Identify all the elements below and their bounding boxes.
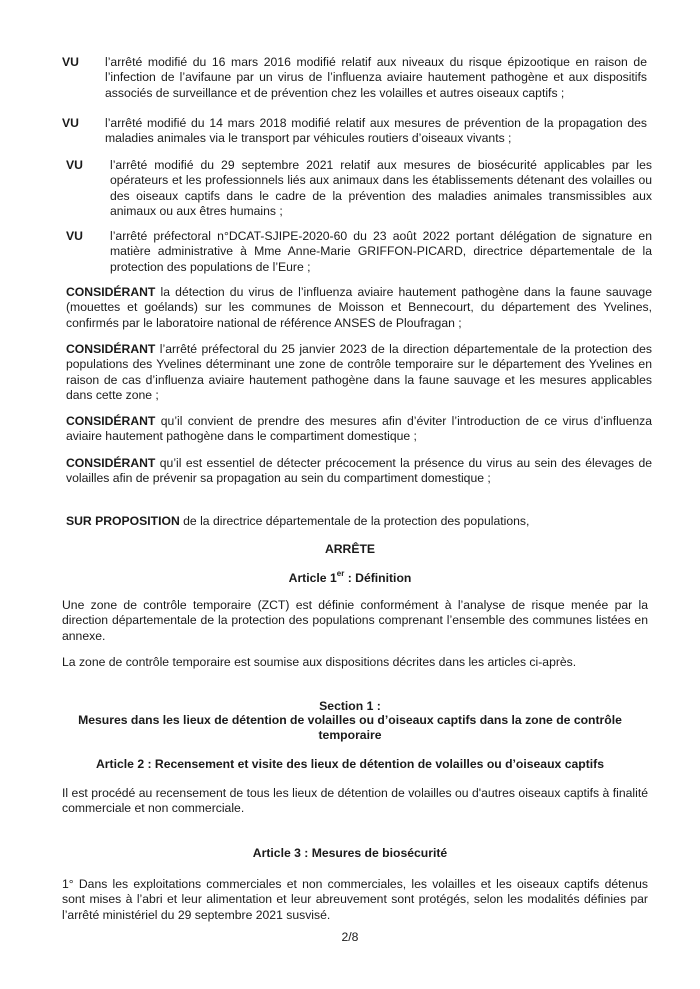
considerant-paragraph xyxy=(66,414,652,445)
article-1-paragraph-2: La zone de contrôle temporaire est soumise aux dispositions décrites dans les articles ci-après. xyxy=(62,655,577,669)
considerant-text: qu’il est essentiel de détecter précocement la présence du virus au sein des élevages de volailles afin de prévenir sa propagation au sein du compartiment domestique ; xyxy=(66,456,652,486)
considerant-paragraph xyxy=(66,285,652,331)
article-3-paragraph-1: 1° Dans les exploitations commerciales et non commerciales, les volailles et les oiseaux captifs détenus sont mises à l’abri et leur alimentation et leur abreuvement sont protégés, selon les modalités définies par l’arrêté ministériel du 29 septembre 2021 susvisé. xyxy=(62,877,648,922)
section-1-label: Section 1 : xyxy=(319,699,381,713)
article-1-title-rest: : Définition xyxy=(344,571,412,585)
arrete-heading: ARRÊTE xyxy=(324,542,376,556)
visa-text: l’arrêté préfectoral n°DCAT-SJIPE-2020-60 du 23 août 2022 portant délégation de signature en matière administrative à Mme Anne-Marie GRIFFON-PICARD, directrice départementale de la protection des populations de l’Eure ; xyxy=(110,229,652,274)
visa-text: l’arrêté modifié du 29 septembre 2021 relatif aux mesures de biosécurité applicables par les opérateurs et les professionnels liés aux animaux dans les établissements détenant des volailles ou des oiseaux captifs dans le cadre de la prévention des maladies animales transmissibles aux animaux ou aux êtres humains ; xyxy=(110,158,652,219)
section-1-title-line-2: temporaire xyxy=(318,728,382,742)
proposal-keyword: SUR PROPOSITION xyxy=(66,514,180,528)
proposal-text: de la directrice départementale de la protection des populations, xyxy=(183,514,530,528)
visa-text: l’arrêté modifié du 14 mars 2018 modifié relatif aux mesures de prévention de la propagation des maladies animales via le transport par véhicules routiers d’oiseaux vivants ; xyxy=(105,116,647,146)
article-3-title: Article 3 : Mesures de biosécurité xyxy=(252,846,448,860)
considerant-keyword: CONSIDÉRANT xyxy=(66,285,156,299)
article-1-title-main: Article 1 xyxy=(288,571,337,585)
considerant-text: l’arrêté préfectoral du 25 janvier 2023 de la direction départementale de la protection des populations des Yvelines déterminant une zone de contrôle temporaire sur le département des Yvelines en raison de cas d’influenza aviaire hautement pathogène dans la faune sauvage et les mesures applicables dans cette zone ; xyxy=(66,342,652,403)
visa-keyword: VU xyxy=(62,116,79,130)
visa-keyword: VU xyxy=(66,229,83,243)
proposal-line xyxy=(66,514,652,529)
considerant-paragraph xyxy=(66,342,652,404)
considerant-paragraph xyxy=(66,456,652,487)
considerant-text: la détection du virus de l’influenza aviaire hautement pathogène dans la faune sauvage (mouettes et goélands) sur les communes de Moisson et Bennecourt, du département des Yvelines, confirmés par le laboratoire national de référence ANSES de Ploufragan ; xyxy=(66,285,652,330)
visa-keyword: VU xyxy=(62,55,79,69)
considerant-keyword: CONSIDÉRANT xyxy=(66,456,156,470)
article-1-title-sup: er xyxy=(336,569,345,578)
page-number: 2/8 xyxy=(341,930,359,944)
visa-keyword: VU xyxy=(66,158,83,172)
visa-text: l’arrêté modifié du 16 mars 2016 modifié relatif aux niveaux du risque épizootique en raison de l’infection de l’avifaune par un virus de l’influenza aviaire hautement pathogène et aux dispositifs associés de surveillance et de prévention chez les volailles et autres oiseaux captifs ; xyxy=(105,55,647,100)
article-2-title: Article 2 : Recensement et visite des lieux de détention de volailles ou d’oiseaux captifs xyxy=(96,757,604,771)
article-1-paragraph-1: Une zone de contrôle temporaire (ZCT) est définie conformément à l’analyse de risque menée par la direction départementale de la protection des populations comprenant l’ensemble des communes listées en annexe. xyxy=(62,598,648,643)
article-1-title xyxy=(0,571,700,585)
considerant-keyword: CONSIDÉRANT xyxy=(66,342,156,356)
considerant-text: qu’il convient de prendre des mesures afin d’éviter l’introduction de ce virus d’influenza aviaire hautement pathogène dans le compartiment domestique ; xyxy=(66,414,652,444)
considerant-keyword: CONSIDÉRANT xyxy=(66,414,156,428)
article-2-paragraph-1: Il est procédé au recensement de tous les lieux de détention de volailles ou d'autres oiseaux captifs à finalité commerciale et non commerciale. xyxy=(62,786,648,816)
section-1-title-line-1: Mesures dans les lieux de détention de volailles ou d’oiseaux captifs dans la zone de contrôle xyxy=(78,713,622,727)
